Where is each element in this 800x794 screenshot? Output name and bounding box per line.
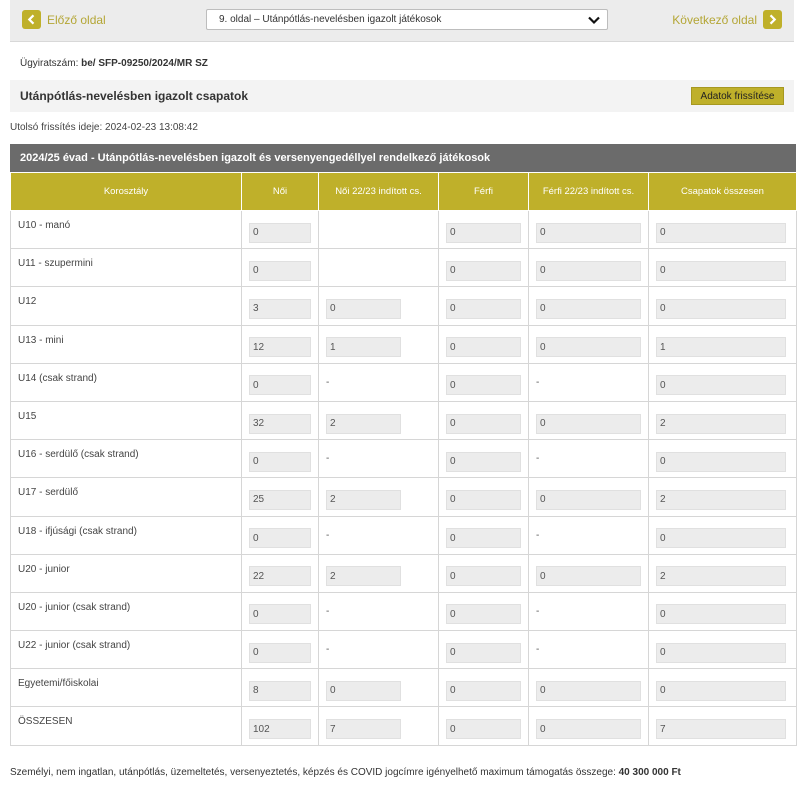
table-cell xyxy=(439,249,529,287)
not-applicable-dash: - xyxy=(536,453,540,465)
table-cell xyxy=(649,211,797,249)
page-select-dropdown[interactable] xyxy=(206,9,608,30)
table-cell xyxy=(529,249,649,287)
male-count-input[interactable]: 0 xyxy=(446,643,521,663)
table-row xyxy=(11,211,797,249)
age-group-label: U20 - junior xyxy=(11,554,242,592)
refresh-data-button[interactable]: Adatok frissítése xyxy=(691,87,784,105)
not-applicable-dash: - xyxy=(326,453,330,465)
age-group-label: U14 (csak strand) xyxy=(11,363,242,401)
teams-total-input[interactable]: 0 xyxy=(656,452,786,472)
footer-text: Személyi, nem ingatlan, utánpótlás, üzemeltetés, versenyeztetés, képzés és COVID jogcímre igényelhető maximum támogatás összege: xyxy=(10,767,619,778)
age-group-label: ÖSSZESEN xyxy=(11,707,242,745)
teams-total-input[interactable]: 2 xyxy=(656,414,786,434)
table-cell xyxy=(649,669,797,707)
male-teams-input[interactable]: 0 xyxy=(536,681,641,701)
female-teams-input[interactable]: 2 xyxy=(326,490,401,510)
table-cell xyxy=(319,478,439,516)
male-count-input[interactable]: 0 xyxy=(446,604,521,624)
chevron-left-icon xyxy=(22,10,41,29)
table-cell xyxy=(529,287,649,325)
teams-total-input[interactable]: 7 xyxy=(656,719,786,739)
table-row xyxy=(11,554,797,592)
male-teams-input[interactable]: 0 xyxy=(536,719,641,739)
teams-total-input[interactable]: 1 xyxy=(656,337,786,357)
table-cell xyxy=(649,631,797,669)
female-count-input[interactable]: 0 xyxy=(249,643,311,663)
male-count-input[interactable]: 0 xyxy=(446,223,521,243)
chevron-right-icon xyxy=(763,10,782,29)
file-reference xyxy=(20,58,208,69)
table-cell xyxy=(319,440,439,478)
table-row xyxy=(11,249,797,287)
table-cell xyxy=(439,707,529,745)
female-teams-input[interactable]: 1 xyxy=(326,337,401,357)
teams-total-input[interactable]: 0 xyxy=(656,375,786,395)
not-applicable-dash: - xyxy=(326,605,330,617)
last-update-text: Utolsó frissítés ideje: 2024-02-23 13:08:42 xyxy=(10,122,198,133)
table-cell xyxy=(319,631,439,669)
column-header-age-group: Korosztály xyxy=(11,173,242,211)
age-group-label: Egyetemi/főiskolai xyxy=(11,669,242,707)
age-group-label: U10 - manó xyxy=(11,211,242,249)
table-row xyxy=(11,592,797,630)
table-cell xyxy=(529,554,649,592)
female-count-input[interactable]: 25 xyxy=(249,490,311,510)
table-cell xyxy=(529,707,649,745)
table-cell xyxy=(242,363,319,401)
table-cell xyxy=(529,211,649,249)
teams-total-input[interactable]: 0 xyxy=(656,223,786,243)
male-count-input[interactable]: 0 xyxy=(446,261,521,281)
column-header-teams-total: Csapatok összesen xyxy=(649,173,797,211)
table-row xyxy=(11,401,797,439)
table-cell xyxy=(439,401,529,439)
teams-total-input[interactable]: 0 xyxy=(656,681,786,701)
table-row xyxy=(11,440,797,478)
table-cell xyxy=(439,516,529,554)
table-cell xyxy=(529,631,649,669)
not-applicable-dash: - xyxy=(536,376,540,388)
next-page-label: Következő oldal xyxy=(672,12,757,27)
table-cell xyxy=(439,554,529,592)
table-cell xyxy=(649,478,797,516)
age-group-label: U13 - mini xyxy=(11,325,242,363)
age-group-label: U22 - junior (csak strand) xyxy=(11,631,242,669)
male-count-input[interactable]: 0 xyxy=(446,566,521,586)
table-cell xyxy=(242,478,319,516)
age-group-label: U15 xyxy=(11,401,242,439)
table-cell xyxy=(439,592,529,630)
footer-note xyxy=(10,767,681,778)
male-count-input[interactable]: 0 xyxy=(446,414,521,434)
female-teams-input[interactable]: 0 xyxy=(326,681,401,701)
table-cell xyxy=(649,516,797,554)
table-cell xyxy=(242,592,319,630)
table-cell xyxy=(529,401,649,439)
table-header-row xyxy=(11,173,797,211)
table-cell xyxy=(649,287,797,325)
age-group-label: U16 - serdülő (csak strand) xyxy=(11,440,242,478)
table-cell xyxy=(649,554,797,592)
male-teams-input[interactable]: 0 xyxy=(536,299,641,319)
male-count-input[interactable]: 0 xyxy=(446,681,521,701)
age-group-label: U17 - serdülő xyxy=(11,478,242,516)
table-cell xyxy=(529,363,649,401)
table-cell xyxy=(439,363,529,401)
table-cell xyxy=(242,631,319,669)
female-count-input[interactable]: 22 xyxy=(249,566,311,586)
female-count-input[interactable]: 0 xyxy=(249,528,311,548)
age-group-label: U12 xyxy=(11,287,242,325)
file-reference-value: be/ SFP-09250/2024/MR SZ xyxy=(81,58,208,69)
female-count-input[interactable]: 3 xyxy=(249,299,311,319)
not-applicable-dash: - xyxy=(326,529,330,541)
female-count-input[interactable]: 102 xyxy=(249,719,311,739)
male-teams-input[interactable]: 0 xyxy=(536,337,641,357)
previous-page-button[interactable] xyxy=(22,10,106,29)
players-table xyxy=(10,172,797,746)
table-cell xyxy=(242,516,319,554)
not-applicable-dash: - xyxy=(536,644,540,656)
table-row xyxy=(11,363,797,401)
table-cell xyxy=(319,554,439,592)
table-cell xyxy=(242,249,319,287)
table-body xyxy=(11,211,797,746)
female-count-input[interactable]: 0 xyxy=(249,223,311,243)
teams-total-input[interactable]: 0 xyxy=(656,261,786,281)
female-count-input[interactable]: 0 xyxy=(249,261,311,281)
table-cell xyxy=(242,554,319,592)
table-cell xyxy=(439,478,529,516)
teams-total-input[interactable]: 0 xyxy=(656,528,786,548)
table-cell xyxy=(649,592,797,630)
female-count-input[interactable]: 8 xyxy=(249,681,311,701)
female-teams-input[interactable]: 0 xyxy=(326,299,401,319)
not-applicable-dash: - xyxy=(536,605,540,617)
male-teams-input[interactable]: 0 xyxy=(536,414,641,434)
table-cell xyxy=(649,401,797,439)
table-cell xyxy=(439,325,529,363)
female-teams-input[interactable]: 7 xyxy=(326,719,401,739)
female-teams-input[interactable]: 2 xyxy=(326,414,401,434)
table-cell xyxy=(529,516,649,554)
not-applicable-dash: - xyxy=(326,644,330,656)
table-cell xyxy=(529,440,649,478)
table-row xyxy=(11,669,797,707)
table-cell xyxy=(529,669,649,707)
teams-total-input[interactable]: 0 xyxy=(656,299,786,319)
column-header-female-teams: Női 22/23 indított cs. xyxy=(319,173,439,211)
table-cell xyxy=(649,249,797,287)
male-count-input[interactable]: 0 xyxy=(446,375,521,395)
column-header-male: Férfi xyxy=(439,173,529,211)
table-cell xyxy=(319,516,439,554)
previous-page-label: Előző oldal xyxy=(47,12,106,27)
table-cell xyxy=(242,707,319,745)
age-group-label: U18 - ifjúsági (csak strand) xyxy=(11,516,242,554)
chevron-down-icon xyxy=(587,13,601,27)
female-teams-input[interactable]: 2 xyxy=(326,566,401,586)
table-cell xyxy=(439,631,529,669)
table-row xyxy=(11,325,797,363)
table-cell xyxy=(649,363,797,401)
male-count-input[interactable]: 0 xyxy=(446,490,521,510)
table-cell xyxy=(319,401,439,439)
female-count-input[interactable]: 0 xyxy=(249,604,311,624)
table-row xyxy=(11,516,797,554)
table-cell xyxy=(439,440,529,478)
table-cell xyxy=(529,478,649,516)
file-reference-label: Ügyiratszám: xyxy=(20,58,82,69)
teams-total-input[interactable]: 0 xyxy=(656,604,786,624)
table-cell xyxy=(439,211,529,249)
table-cell xyxy=(649,707,797,745)
table-cell xyxy=(439,669,529,707)
table-title: 2024/25 évad - Utánpótlás-nevelésben igazolt és versenyengedéllyel rendelkező játékosok xyxy=(10,144,796,172)
column-header-male-teams: Férfi 22/23 indított cs. xyxy=(529,173,649,211)
section-header xyxy=(10,80,794,112)
female-count-input[interactable]: 0 xyxy=(249,375,311,395)
male-teams-input[interactable]: 0 xyxy=(536,261,641,281)
male-teams-input[interactable]: 0 xyxy=(536,223,641,243)
not-applicable-dash: - xyxy=(326,376,330,388)
table-row xyxy=(11,287,797,325)
table-cell xyxy=(529,325,649,363)
male-count-input[interactable]: 0 xyxy=(446,452,521,472)
male-count-input[interactable]: 0 xyxy=(446,299,521,319)
page-select-value: 9. oldal – Utánpótlás-nevelésben igazolt játékosok xyxy=(219,14,442,25)
teams-total-input[interactable]: 2 xyxy=(656,490,786,510)
male-count-input[interactable]: 0 xyxy=(446,528,521,548)
table-cell xyxy=(319,707,439,745)
table-row xyxy=(11,478,797,516)
table-cell xyxy=(649,325,797,363)
teams-total-input[interactable]: 0 xyxy=(656,643,786,663)
next-page-button[interactable] xyxy=(672,10,782,29)
male-count-input[interactable]: 0 xyxy=(446,719,521,739)
female-count-input[interactable]: 0 xyxy=(249,452,311,472)
male-teams-input[interactable]: 0 xyxy=(536,490,641,510)
table-row xyxy=(11,631,797,669)
table-cell xyxy=(242,401,319,439)
table-cell xyxy=(242,287,319,325)
table-cell xyxy=(319,211,439,249)
male-teams-input[interactable]: 0 xyxy=(536,566,641,586)
table-cell xyxy=(319,249,439,287)
table-cell xyxy=(319,287,439,325)
table-cell xyxy=(242,440,319,478)
column-header-female: Női xyxy=(242,173,319,211)
male-count-input[interactable]: 0 xyxy=(446,337,521,357)
table-cell xyxy=(529,592,649,630)
footer-amount: 40 300 000 Ft xyxy=(618,767,681,778)
table-cell xyxy=(242,211,319,249)
table-row xyxy=(11,707,797,745)
page-navigation-bar xyxy=(10,0,794,42)
section-title: Utánpótlás-nevelésben igazolt csapatok xyxy=(20,89,249,103)
table-cell xyxy=(319,669,439,707)
teams-total-input[interactable]: 2 xyxy=(656,566,786,586)
age-group-label: U20 - junior (csak strand) xyxy=(11,592,242,630)
table-cell xyxy=(649,440,797,478)
table-cell xyxy=(439,287,529,325)
table-cell xyxy=(319,592,439,630)
table-cell xyxy=(319,325,439,363)
age-group-label: U11 - szupermini xyxy=(11,249,242,287)
female-count-input[interactable]: 32 xyxy=(249,414,311,434)
table-cell xyxy=(242,669,319,707)
female-count-input[interactable]: 12 xyxy=(249,337,311,357)
not-applicable-dash: - xyxy=(536,529,540,541)
table-cell xyxy=(319,363,439,401)
table-cell xyxy=(242,325,319,363)
